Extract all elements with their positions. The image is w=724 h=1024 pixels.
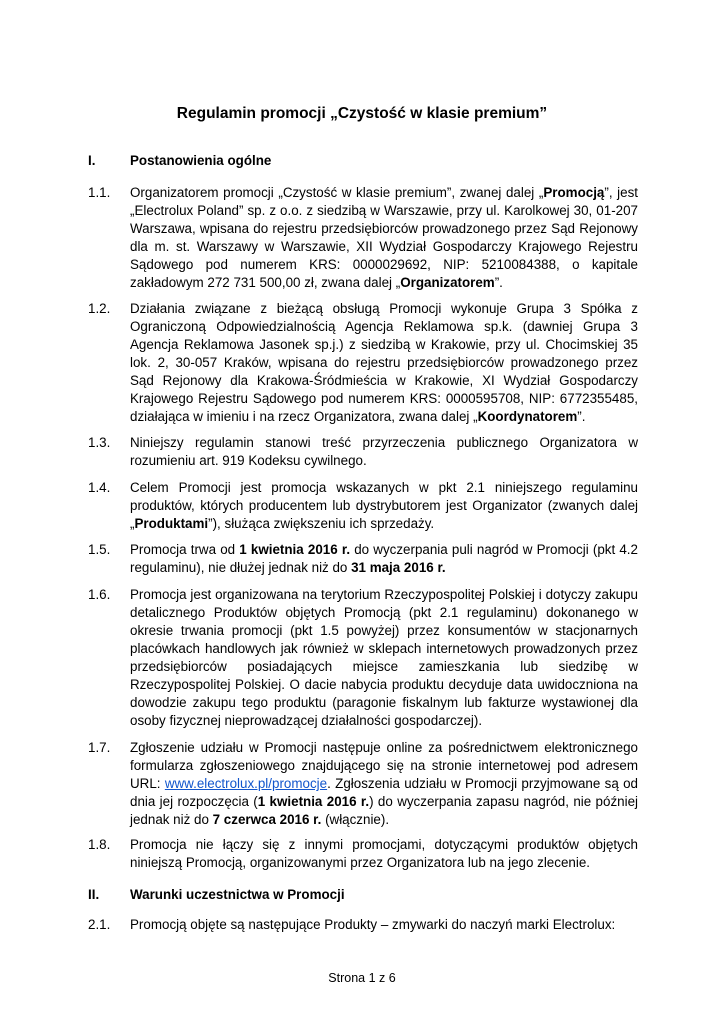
paragraph-text: Celem Promocji jest promocja wskazanych w pkt 2.1 niniejszego regulaminu produktów, których producentem lub dystrybutorem jest Organizator (zwanych dalej „Produktami”), służąca zwiększeniu ich sprzedaży. (130, 480, 638, 531)
section-title: Postanowienia ogólne (130, 153, 272, 168)
paragraph-number: 1.4. (88, 480, 111, 495)
paragraph-number: 2.1. (88, 917, 111, 932)
paragraph-text: Promocją objęte są następujące Produkty – zmywarki do naczyń marki Electrolux: (130, 917, 616, 932)
document-title: Regulamin promocji „Czystość w klasie premium” (176, 105, 548, 122)
paragraph-text: Promocja nie łączy się z innymi promocjami, dotyczącymi produktów objętych niniejszą Promocją, organizowanymi przez Organizatora lub na jego zlecenie. (130, 837, 638, 870)
paragraph-number: 1.8. (88, 837, 111, 852)
section-number: I. (88, 153, 96, 168)
paragraph-number: 1.1. (88, 185, 111, 200)
paragraph-number: 1.7. (88, 740, 111, 755)
paragraph-number: 1.2. (88, 301, 111, 316)
paragraph-text: Promocja jest organizowana na terytorium Rzeczypospolitej Polskiej i dotyczy zakupu detalicznego Produktów objętych Promocją (pkt 2.1 regulaminu) dokonanego w okresie trwania promocji (pkt 1.5 powyżej) przez konsumentów w stacjonarnych placówkach handlowych jak również w sklepach internetowych prowadzonych przez przedsiębiorców posiadających miejsce zamieszkania lub siedzibę w Rzeczypospolitej Polskiej. O dacie nabycia produktu decyduje data uwidoczniona na dowodzie zakupu tego produktu (paragonie fiskalnym lub fakturze wystawionej dla osoby fizycznej nieprowadzącej działalności gospodarczej). (130, 587, 638, 728)
promotion-url-link[interactable]: www.electrolux.pl/promocje (164, 776, 328, 791)
paragraph-number: 1.3. (88, 435, 111, 450)
paragraph-text: Organizatorem promocji „Czystość w klasie premium”, zwanej dalej „Promocją”, jest „Electrolux Poland” sp. z o.o. z siedzibą w Warszawie, przy ul. Karolkowej 30, 01-207 Warszawa, wpisana do rejestru przedsiębiorców prowadzonego przez Sąd Rejonowy dla m. st. Warszawy w Warszawie, XII Wydział Gospodarczy Krajowego Rejestru Sądowego pod numerem KRS: 0000029692, NIP: 5210084388, o kapitale zakładowym 272 731 500,00 zł, zwana dalej „Organizatorem”. (130, 185, 638, 290)
paragraph-number: 1.5. (88, 542, 111, 557)
paragraph-text: Zgłoszenie udziału w Promocji następuje online za pośrednictwem elektronicznego formularza zgłoszeniowego znajdującego się na stronie internetowej pod adresem URL: www.electrolux.pl/promocje. Zgłoszenia udziału w Promocji przyjmowane są od dnia jej rozpoczęcia (1 kwietnia 2016 r.) do wyczerpania zapasu nagród, nie później jednak niż do 7 czerwca 2016 r. (włącznie). (130, 740, 638, 827)
paragraph-number: 1.6. (88, 587, 111, 602)
paragraph-text: Niniejszy regulamin stanowi treść przyrzeczenia publicznego Organizatora w rozumieniu art. 919 Kodeksu cywilnego. (130, 435, 638, 468)
page-footer: Strona 1 z 6 (328, 971, 396, 985)
section-title: Warunki uczestnictwa w Promocji (130, 887, 345, 902)
paragraph-text: Działania związane z bieżącą obsługą Promocji wykonuje Grupa 3 Spółka z Ograniczoną Odpowiedzialnością Agencja Reklamowa sp.k. (dawniej Grupa 3 Agencja Reklamowa Jasonek sp.j.) z siedzibą w Krakowie, przy ul. Chocimskiej 35 lok. 2, 30-057 Kraków, wpisana do rejestru przedsiębiorców prowadzonego przez Sąd Rejonowy dla Krakowa-Śródmieścia w Krakowie, XI Wydział Gospodarczy Krajowego Rejestru Sądowego pod numerem KRS: 0000595708, NIP: 6772355485, działająca w imieniu i na rzecz Organizatora, zwana dalej „Koordynatorem”. (130, 301, 638, 424)
paragraph-text: Promocja trwa od 1 kwietnia 2016 r. do wyczerpania puli nagród w Promocji (pkt 4.2 regulaminu), nie dłużej jednak niż do 31 maja 2016 r. (130, 542, 638, 575)
section-number: II. (88, 887, 100, 902)
